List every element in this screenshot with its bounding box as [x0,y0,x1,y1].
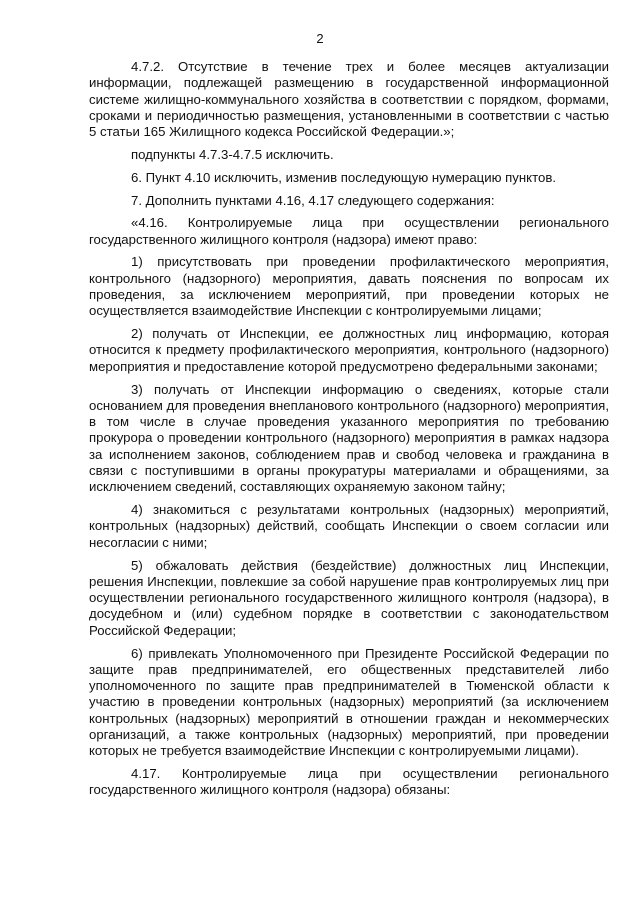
paragraph-right-6: 6) привлекать Уполномоченного при Президенте Российской Федерации по защите прав предпринимателей, его общественных представителей либо уполномоченного по защите прав предпринимателей в Тюменской области к участию в проведении контрольных (надзорных) мероприятий (за исключением контрольных (надзорных) мероприятий в отношении граждан и некоммерческих организаций, а также контрольных (надзорных) мероприятий, при проведении которых не требуется взаимодействие Инспекции с контролируемыми лицами). [89,645,609,759]
paragraph-subitems-excluded: подпункты 4.7.3-4.7.5 исключить. [131,146,334,162]
paragraph-right-3: 3) получать от Инспекции информацию о сведениях, которые стали основанием для проведения внепланового контрольного (надзорного) мероприятия, в том числе в случае проведения указанного мероприятия по требованию прокурора о проведении контрольного (надзорного) мероприятия в рамках надзора за исполнением законов, соблюдением прав и свобод человека и гражданина в связи с поступившими в органы прокуратуры материалами и обращениями, за исключением сведений, составляющих охраняемую законом тайну; [89,381,609,495]
paragraph-item-7: 7. Дополнить пунктами 4.16, 4.17 следующего содержания: [131,192,495,208]
document-body [89,59,609,799]
paragraph-item-6: 6. Пункт 4.10 исключить, изменив последующую нумерацию пунктов. [131,169,556,185]
paragraph-right-1: 1) присутствовать при проведении профилактического мероприятия, контрольного (надзорного) мероприятия, давать пояснения по вопросам их проведения, за исключением мероприятий, при проведении которых не осуществляется взаимодействие Инспекции с контролируемыми лицами; [89,254,609,319]
paragraph-4-17: 4.17. Контролируемые лица при осуществлении регионального государственного жилищного контроля (надзора) обязаны: [89,766,609,798]
paragraph-right-2: 2) получать от Инспекции, ее должностных лиц информацию, которая относится к предмету профилактического мероприятия, контрольного (надзорного) мероприятия и предоставление которой предусмотрено федеральными законами; [89,326,609,374]
page-number: 2 [316,31,324,46]
paragraph-right-5: 5) обжаловать действия (бездействие) должностных лиц Инспекции, решения Инспекции, повлекшие за собой нарушение прав контролируемых лиц при осуществлении регионального государственного жилищного контроля (надзора), в досудебном и (или) судебном порядке в соответствии с законодательством Российской Федерации; [89,557,609,638]
paragraph-4-16: «4.16. Контролируемые лица при осуществлении регионального государственного жилищного контроля (надзора) имеют право: [89,215,609,247]
paragraph-4-7-2: 4.7.2. Отсутствие в течение трех и более месяцев актуализации информации, подлежащей размещению в государственной информационной системе жилищно-коммунального хозяйства в соответствии с порядком, формами, сроками и периодичностью размещения, установленными в соответствии с частью 5 статьи 165 Жилищного кодекса Российской Федерации.»; [89,59,609,140]
paragraph-right-4: 4) знакомиться с результатами контрольных (надзорных) мероприятий, контрольных (надзорных) действий, сообщать Инспекции о своем согласии или несогласии с ними; [89,502,609,550]
